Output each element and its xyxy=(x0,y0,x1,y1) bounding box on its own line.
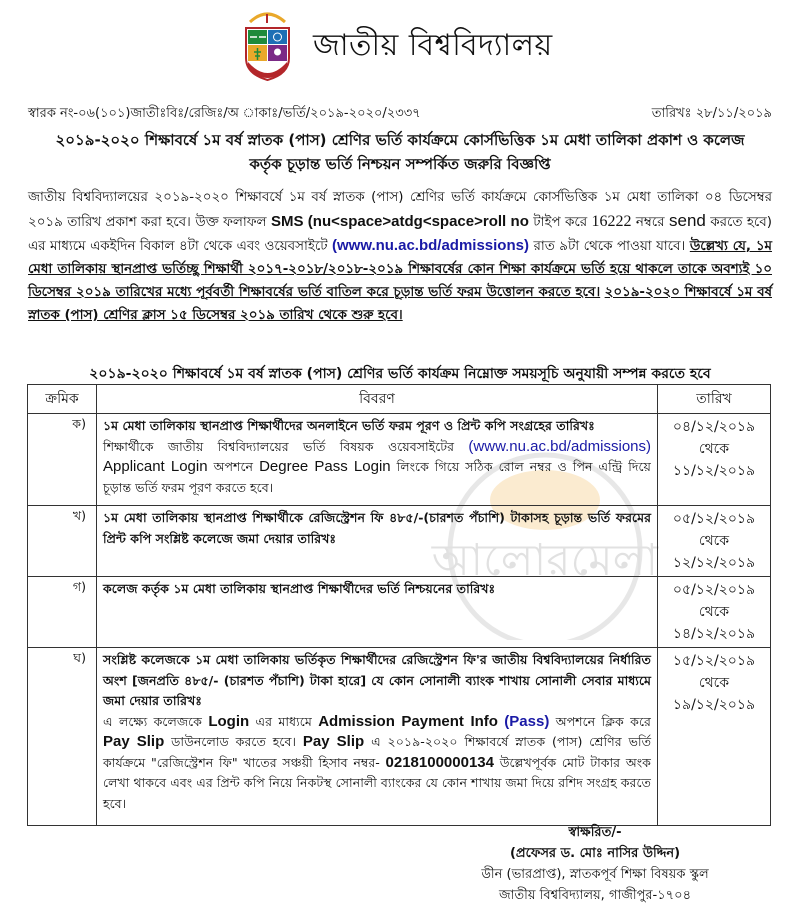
date-from: ০৪/১২/২০১৯ xyxy=(672,419,756,435)
degree-pass-login-label: Degree Pass Login xyxy=(259,458,391,475)
table-row xyxy=(28,648,771,826)
signatory-designation: ডীন (ভারপ্রাপ্ত), স্নাতকপূর্ব শিক্ষা বিষয়ক স্কুল xyxy=(481,867,709,882)
row-serial: ঘ) xyxy=(28,648,97,826)
row-heading: ১ম মেধা তালিকায় স্থানপ্রাপ্ত শিক্ষার্থীদের অনলাইনে ভর্তি ফরম পূরণ ও প্রিন্ট কপি সংগ্রহের তারিখঃ xyxy=(103,418,595,433)
row-description xyxy=(97,648,658,826)
col-date: তারিখ xyxy=(658,385,771,414)
applicant-login-label: Applicant Login xyxy=(103,458,208,475)
send-word: send xyxy=(668,211,706,230)
svg-text:আলোরমেলা: আলোরমেলা xyxy=(431,535,659,586)
date-from: ১৫/১২/২০১৯ xyxy=(672,653,756,669)
date-to-label: থেকে xyxy=(698,441,730,457)
row-text: এ লক্ষ্যে কলেজকে xyxy=(103,713,202,729)
body-text-3: নম্বরে xyxy=(635,215,665,230)
pay-slip-label: Pay Slip xyxy=(302,733,365,750)
signature-block xyxy=(430,822,760,906)
signed-label: স্বাক্ষরিত/- xyxy=(568,825,622,840)
col-description: বিবরণ xyxy=(97,385,658,414)
important-notice-2: ২০১৯-২০২০ শিক্ষাবর্ষে ১ম বর্ষ স্নাতক (পাস) শ্রেণির ক্লাস ১৫ ডিসেম্বর ২০১৯ তারিখ থেকে শুরু হবে। xyxy=(28,285,772,323)
row-serial: ক) xyxy=(28,414,97,506)
admission-website-link[interactable]: (www.nu.ac.bd/admissions) xyxy=(468,437,651,455)
table-row xyxy=(28,506,771,577)
date-from: ০৫/১২/২০১৯ xyxy=(672,511,756,527)
notice-title-line2: কর্তৃক চূড়ান্ত ভর্তি নিশ্চয়ন সম্পর্কিত জরুরি বিজ্ঞপ্তি xyxy=(249,155,551,173)
signatory-address: জাতীয় বিশ্ববিদ্যালয়, গাজীপুর-১৭০৪ xyxy=(498,888,692,903)
row-date xyxy=(658,648,771,826)
body-text-4: করতে হবে) এর মাধ্যমে একইদিন বিকাল ৪টা থেকে এবং ওয়েবসাইটে xyxy=(28,215,772,254)
row-text: লিংকে গিয়ে সঠিক রোল নম্বর ও পিন এন্ট্রি দিয়ে চূড়ান্ত ভর্তি ফরম পূরণ করতে হবে। xyxy=(103,459,651,495)
row-description xyxy=(97,414,658,506)
date-to: ১১/১২/২০১৯ xyxy=(672,463,756,479)
row-date xyxy=(658,506,771,577)
notice-title-line1: ২০১৯-২০২০ শিক্ষাবর্ষে ১ম বর্ষ স্নাতক (পাস) শ্রেণির ভর্তি কার্যক্রমে কোর্সভিত্তিক ১ম মেধা তালিকা প্রকাশ ও কলেজ xyxy=(55,131,745,149)
login-label: Login xyxy=(208,712,250,730)
notice-body xyxy=(28,186,772,327)
body-text-1: জাতীয় বিশ্ববিদ্যালয়ের ২০১৯-২০২০ শিক্ষাবর্ষে ১ম বর্ষ স্নাতক (পাস) শ্রেণির ভর্তি কার্যক্রমে কোর্সভিত্তিক ১ম মেধা তালিকা ০৪ ডিসেম্বর ২০১৯ তারিখ প্রকাশ করা হবে। উক্ত ফলাফল xyxy=(28,190,772,230)
row-description: কলেজ কর্তৃক ১ম মেধা তালিকায় স্থানপ্রাপ্ত শিক্ষার্থীদের ভর্তি নিশ্চয়নের তারিখঃ xyxy=(97,577,658,648)
date-to-label: থেকে xyxy=(698,604,730,620)
row-date xyxy=(658,577,771,648)
row-text: এ ২০১৯-২০২০ শিক্ষাবর্ষে স্নাতক (পাস) শ্রেণির ভর্তি কার্যক্রমে "রেজিস্ট্রেশন ফি" খাতের সঞ্চয়ী হিসাব নম্বর- xyxy=(103,734,652,770)
date-to: ১৪/১২/২০১৯ xyxy=(672,626,756,642)
row-text: শিক্ষার্থীকে জাতীয় বিশ্ববিদ্যালয়ের ভর্তি বিষয়ক ওয়েবসাইটের xyxy=(103,438,455,454)
important-notice-1: উল্লেখ্য যে, ১ম মেধা তালিকায় স্থানপ্রাপ্ত ভর্তিচ্ছু শিক্ষার্থী ২০১৭-২০১৮/২০১৮-২০১৯ শিক্ষাবর্ষের কোন শিক্ষা কার্যক্রমে ভর্তি হয়ে থাকলে তাকে অবশ্যই ১০ ডিসেম্বর ২০১৯ তারিখের মধ্যে পূর্ববর্তী শিক্ষাবর্ষের ভর্তি বাতিল করে চূড়ান্ত ভর্তি ফরম উত্তোলন করতে হবে। xyxy=(28,239,772,300)
university-name: জাতীয় বিশ্ববিদ্যালয় xyxy=(313,27,553,63)
pass-label: (Pass) xyxy=(504,712,550,730)
memo-number: স্বারক নং-০৬(১০১)জাতীঃবিঃ/রেজিঃ/অ াকাঃ/ভর্তি/২০১৯-২০২০/২৩৩৭ xyxy=(28,106,421,121)
row-text: ডাউনলোড করতে হবে। xyxy=(171,734,296,749)
date-to: ১২/১২/২০১৯ xyxy=(672,555,756,571)
notice-title xyxy=(20,128,780,176)
table-row xyxy=(28,414,771,506)
date-to-label: থেকে xyxy=(698,533,730,549)
row-date xyxy=(658,414,771,506)
date-to: ১৯/১২/২০১৯ xyxy=(672,697,756,713)
reference-line xyxy=(28,104,772,125)
row-text: অপশনে ক্লিক করে xyxy=(555,713,651,729)
sms-shortcode: 16222 xyxy=(591,213,632,230)
schedule-title: ২০১৯-২০২০ শিক্ষাবর্ষে ১ম বর্ষ স্নাতক (পাস) শ্রেণির ভর্তি কার্যক্রম নিম্নোক্ত সময়সূচি অনুযায়ী সম্পন্ন করতে হবে xyxy=(89,366,711,382)
row-text: অপশনে xyxy=(213,459,254,474)
row-description: ১ম মেধা তালিকায় স্থানপ্রাপ্ত শিক্ষার্থীকে রেজিস্ট্রেশন ফি ৪৮৫/-(চারশত পঁচাশি) টাকাসহ চূড়ান্ত ভর্তি ফরমের প্রিন্ট কপি সংশ্লিষ্ট কলেজে জমা দেয়ার তারিখঃ xyxy=(97,506,658,577)
notice-date: তারিখঃ ২৮/১১/২০১৯ xyxy=(651,106,772,121)
signatory-name: (প্রফেসর ড. মোঃ নাসির উদ্দিন) xyxy=(509,846,681,861)
sms-format: SMS (nu<space>atdg<space>roll no xyxy=(270,213,529,230)
admission-payment-info-label: Admission Payment Info xyxy=(318,712,498,730)
body-text-2: টাইপ করে xyxy=(533,215,588,230)
col-serial: ক্রমিক xyxy=(28,385,97,414)
date-from: ০৫/১২/২০১৯ xyxy=(672,582,756,598)
row-text: এর মাধ্যমে xyxy=(255,713,312,729)
row-serial: গ) xyxy=(28,577,97,648)
row-text: উল্লেখপূর্বক মোট টাকার অংক লেখা থাকবে এবং এর প্রিন্ট কপি নিয়ে নিকটস্থ সোনালী ব্যাংকের যে কোন শাখায় জমা দিয়ে রশিদ সংগ্রহ করতে হবে। xyxy=(103,754,651,811)
body-text-5: রাত ৯টা থেকে পাওয়া যাবে। xyxy=(533,239,686,254)
pay-slip-label: Pay Slip xyxy=(103,733,165,750)
admission-website-link[interactable]: (www.nu.ac.bd/admissions) xyxy=(332,237,529,254)
date-to-label: থেকে xyxy=(698,675,730,691)
account-number: 0218100000134 xyxy=(385,753,494,771)
table-header-row xyxy=(28,385,771,414)
table-row xyxy=(28,577,771,648)
row-serial: খ) xyxy=(28,506,97,577)
row-heading: সংশ্লিষ্ট কলেজকে ১ম মেধা তালিকায় ভর্তিকৃত শিক্ষার্থীদের রেজিস্ট্রেশন ফি'র জাতীয় বিশ্ববিদ্যালয়ের নির্ধারিত অংশ [জনপ্রতি ৪৮৫/- (চারশত পঁচাশি) টাকা হারে] যে কোন সোনালী ব্যাংক শাখায় সোনালী সেবার মাধ্যমে জমা দেয়ার তারিখঃ xyxy=(103,652,651,708)
university-logo xyxy=(240,6,295,86)
schedule-table xyxy=(27,384,771,826)
letterhead xyxy=(240,6,553,86)
